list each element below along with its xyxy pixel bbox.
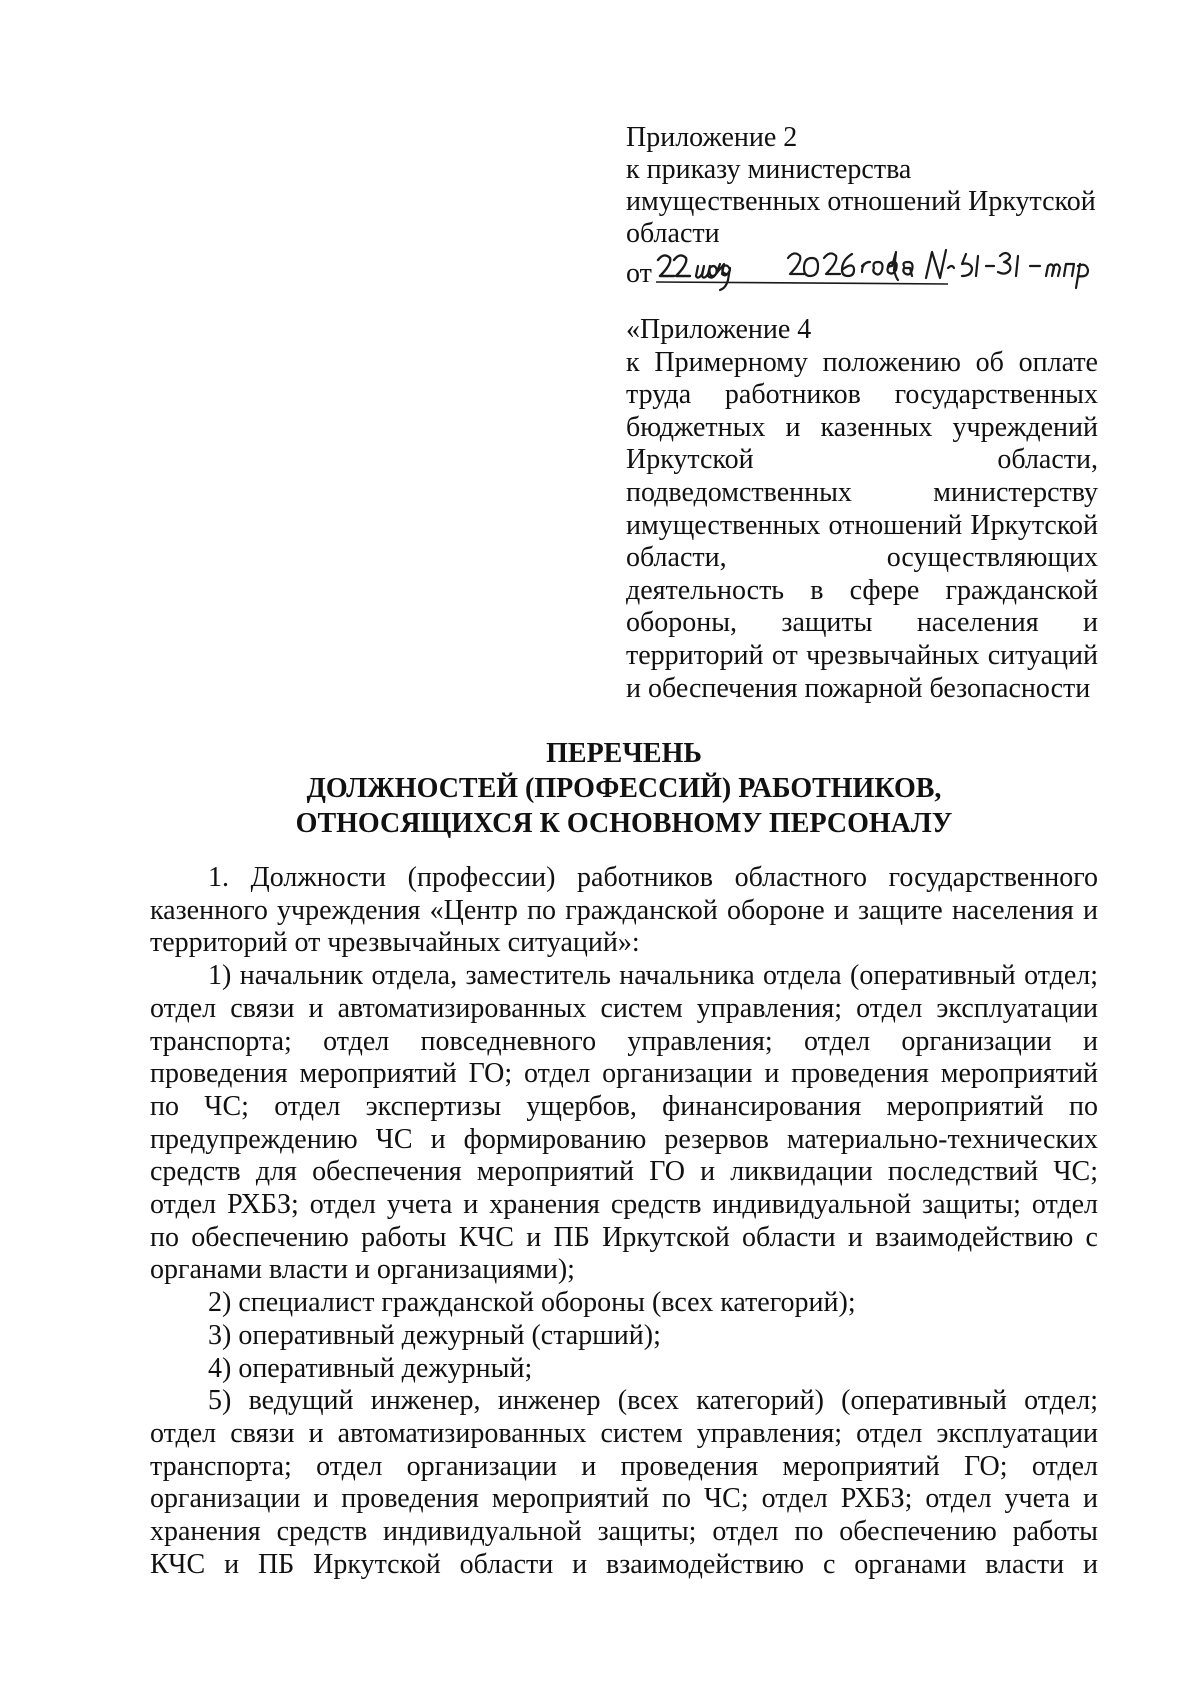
paragraph-line: транспорта; отдел повседневного управления; отдел организации и [150,1025,1098,1057]
annex-2-line-2: к приказу министерства [626,154,912,185]
paragraph-line: 4) оперативный дежурный; [208,1352,533,1384]
annex-2-line-1: Приложение 2 [626,122,798,153]
paragraph-line: КЧС и ПБ Иркутской области и взаимодействию с органами власти и [150,1548,1098,1580]
paragraph-line: предупреждению ЧС и формированию резервов материально-технических [150,1123,1098,1155]
annex-2-line-3: имущественных отношений Иркутской [626,186,1096,217]
date-prefix: от [626,258,652,289]
paragraph-line: 3) оперативный дежурный (старший); [208,1319,661,1351]
paragraph-line: средств для обеспечения мероприятий ГО и ликвидации последствий ЧС; [150,1156,1098,1188]
handwritten-date-signature [648,238,1098,298]
annex-4-line: к Примерному положению об оплате [626,346,1098,378]
title-line-1: ПЕРЕЧЕНЬ [546,738,702,769]
paragraph-line: 1) начальник отдела, заместитель начальника отдела (оперативный отдел; [208,960,1098,992]
annex-4-line: подведомственных министерству [626,476,1098,508]
order-date-line [626,252,1096,292]
paragraph-line: 2) специалист гражданской обороны (всех категорий); [208,1287,856,1319]
title-line-2: ДОЛЖНОСТЕЙ (ПРОФЕССИЙ) РАБОТНИКОВ, [306,773,942,804]
annex-4-line: территорий от чрезвычайных ситуаций [626,639,1098,671]
document-body [150,862,1098,1581]
annex-4-line: области, осуществляющих [626,542,1098,574]
annex-4-line: труда работников государственных [626,379,1098,411]
annex-4-line: деятельность в сфере гражданской [626,574,1098,606]
paragraph-line: казенного учреждения «Центр по гражданской обороне и защите населения и [150,894,1098,926]
paragraph-line: организации и проведения мероприятий по ЧС; отдел РХБЗ; отдел учета и [150,1483,1098,1515]
annex-4-line: обороны, защиты населения и [626,607,1098,639]
paragraph-line: 1. Должности (профессии) работников областного государственного [208,862,1098,893]
annex-2-line-4: области [626,218,720,249]
paragraph-line: отдел связи и автоматизированных систем управления; отдел эксплуатации [150,992,1098,1024]
paragraph-line: по ЧС; отдел экспертизы ущербов, финансирования мероприятий по [150,1090,1098,1122]
annex-2-block [626,122,1096,292]
annex-4-line: бюджетных и казенных учреждений [626,411,1098,443]
paragraph-line: территорий от чрезвычайных ситуаций»: [150,927,640,959]
annex-4-block [626,314,1098,705]
annex-4-line: и обеспечения пожарной безопасности [626,672,1091,704]
paragraph-line: транспорта; отдел организации и проведения мероприятий ГО; отдел [150,1450,1098,1482]
annex-4-line: имущественных отношений Иркутской [626,509,1098,541]
title-line-3: ОТНОСЯЩИХСЯ К ОСНОВНОМУ ПЕРСОНАЛУ [295,808,953,839]
document-title [150,736,1098,841]
paragraph-line: проведения мероприятий ГО; отдел организации и проведения мероприятий [150,1058,1098,1090]
paragraph-line: хранения средств индивидуальной защиты; отдел по обеспечению работы [150,1516,1098,1548]
paragraph-line: по обеспечению работы КЧС и ПБ Иркутской области и взаимодействию с [150,1221,1098,1253]
paragraph-line: 5) ведущий инженер, инженер (всех категорий) (оперативный отдел; [208,1385,1098,1417]
paragraph-line: отдел связи и автоматизированных систем управления; отдел эксплуатации [150,1417,1098,1449]
paragraph-line: органами власти и организациями); [150,1254,575,1286]
annex-4-line: Иркутской области, [626,444,1098,476]
annex-4-line: «Приложение 4 [626,314,812,345]
paragraph-line: отдел РХБЗ; отдел учета и хранения средств индивидуальной защиты; отдел [150,1189,1098,1221]
